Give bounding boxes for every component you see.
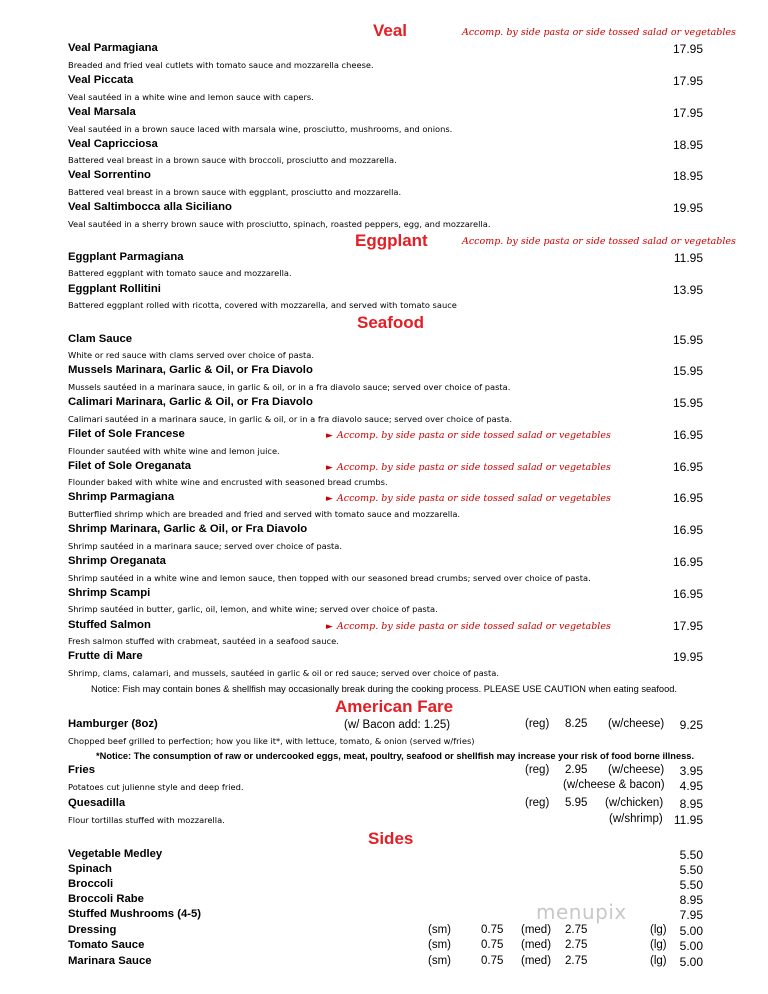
menu-item-description: Shrimp sautéed in butter, garlic, oil, lemon, and white wine; served over choice of pasta. [68, 604, 438, 614]
menu-item-price: 11.95 [673, 251, 703, 265]
size-label-sm: (sm) [428, 955, 451, 967]
accompaniment-note: ► Accomp. by side pasta or side tossed salad or vegetables [326, 462, 611, 473]
seafood-notice: Notice: Fish may contain bones & shellfish may occasionally break during the cooking process. PLEASE USE CAUTION when eating seafood. [91, 684, 677, 694]
watermark-logo: menupix [536, 900, 627, 924]
option-label-shrimp: (w/shrimp) [609, 813, 663, 825]
price-chicken: 8.95 [679, 797, 703, 811]
menu-item-description: Shrimp sautéed in a white wine and lemon sauce, then topped with our seasoned bread crumbs; served over choice of pasta. [68, 573, 591, 583]
veal-accompaniment-note: Accomp. by side pasta or side tossed salad or vegetables [462, 27, 736, 38]
menu-item-name: Frutte di Mare [68, 650, 143, 662]
menu-item-name: Veal Parmagiana [68, 42, 158, 54]
menu-item-name: Clam Sauce [68, 333, 133, 345]
accompaniment-note: ► Accomp. by side pasta or side tossed salad or vegetables [326, 621, 611, 632]
menu-item-price: 16.95 [672, 523, 703, 537]
menu-item-name: Hamburger (8oz) [68, 718, 158, 730]
menu-item-name: Vegetable Medley [68, 848, 163, 860]
price-reg: 2.95 [565, 764, 588, 776]
menu-item-price: 16.95 [672, 428, 703, 442]
menu-item-description: Shrimp, clams, calamari, and mussels, sautéed in garlic & oil or red sauce; served over choice of pasta. [68, 668, 499, 678]
section-title-sides: Sides [368, 829, 414, 848]
menu-item-name: Stuffed Mushrooms (4-5) [68, 908, 202, 920]
menu-item-description: Battered eggplant rolled with ricotta, covered with mozzarella, and served with tomato sauce [68, 300, 457, 310]
price-cheese-bacon: 4.95 [679, 779, 703, 793]
price-reg: 5.95 [565, 797, 588, 809]
price-cheese: 3.95 [679, 764, 703, 778]
menu-item-description: Battered veal breast in a brown sauce with eggplant, prosciutto and mozzarella. [68, 187, 402, 197]
menu-item-price: 13.95 [672, 283, 703, 297]
menu-item-name: Veal Marsala [68, 106, 136, 118]
menu-item-name: Veal Sorrentino [68, 169, 151, 181]
menu-item-price: 15.95 [672, 396, 703, 410]
menu-item-name: Veal Capricciosa [68, 138, 158, 150]
menu-item-price: 16.95 [672, 555, 703, 569]
price-med: 2.75 [565, 955, 588, 967]
menu-item-name: Calimari Marinara, Garlic & Oil, or Fra Diavolo [68, 396, 313, 408]
price-sm: 0.75 [481, 924, 504, 936]
menu-item-description: Veal sautéed in a sherry brown sauce with prosciutto, spinach, roasted peppers, egg, and mozzarella. [68, 219, 491, 229]
menu-item-name: Broccoli [68, 878, 114, 890]
menu-item-price: 17.95 [672, 42, 703, 56]
menu-item-description: Veal sautéed in a white wine and lemon sauce with capers. [68, 92, 314, 102]
section-title-eggplant: Eggplant [355, 231, 428, 250]
option-label-cheese: (w/cheese) [608, 764, 665, 776]
menu-item-price: 5.50 [679, 863, 703, 877]
menu-item-description: Flounder sautéed with white wine and lemon juice. [68, 446, 280, 456]
menu-item-name: Veal Piccata [68, 74, 134, 86]
price-shrimp: 11.95 [673, 813, 703, 827]
menu-item-price: 5.50 [679, 848, 703, 862]
menu-item-description: Battered eggplant with tomato sauce and mozzarella. [68, 268, 292, 278]
menu-item-description: Shrimp sautéed in a marinara sauce; served over choice of pasta. [68, 541, 342, 551]
menu-item-description: Butterflied shrimp which are breaded and fried and served with tomato sauce and mozzarella. [68, 509, 461, 519]
menu-item-name: Filet of Sole Oreganata [68, 460, 192, 472]
menu-item-name: Tomato Sauce [68, 939, 145, 951]
menu-item-name: Fries [68, 764, 96, 776]
price-lg: 5.00 [679, 955, 703, 969]
menu-item-description: Flour tortillas stuffed with mozzarella. [68, 815, 225, 825]
menu-item-description: Breaded and fried veal cutlets with tomato sauce and mozzarella cheese. [68, 60, 374, 70]
menu-item-name: Stuffed Salmon [68, 619, 151, 631]
section-title-american-fare: American Fare [335, 697, 454, 716]
option-label-cheese: (w/cheese) [608, 718, 665, 730]
size-label-lg: (lg) [650, 939, 667, 951]
menu-item-description: Battered veal breast in a brown sauce with broccoli, prosciutto and mozzarella. [68, 155, 397, 165]
price-sm: 0.75 [481, 939, 504, 951]
menu-item-price: 18.95 [672, 169, 703, 183]
menu-item-price: 17.95 [672, 619, 703, 633]
menu-item-price: 5.50 [679, 878, 703, 892]
menu-item-name: Mussels Marinara, Garlic & Oil, or Fra Diavolo [68, 364, 313, 376]
menu-item-price: 16.95 [672, 491, 703, 505]
arrow-right-icon: ► [326, 622, 333, 632]
size-label-sm: (sm) [428, 939, 451, 951]
arrow-right-icon: ► [326, 463, 333, 473]
price-med: 2.75 [565, 939, 588, 951]
menu-item-name: Eggplant Rollitini [68, 283, 161, 295]
menu-item-price: 15.95 [672, 333, 703, 347]
menu-item-name: Spinach [68, 863, 112, 875]
menu-item-name: Broccoli Rabe [68, 893, 144, 905]
menu-item-description: Flounder baked with white wine and encrusted with seasoned bread crumbs. [68, 477, 388, 487]
accompaniment-note: ► Accomp. by side pasta or side tossed salad or vegetables [326, 493, 611, 504]
price-reg: 8.25 [565, 718, 588, 730]
menu-item-price: 8.95 [679, 893, 703, 907]
menu-item-price: 16.95 [672, 587, 703, 601]
menu-item-price: 17.95 [672, 106, 703, 120]
size-label-lg: (lg) [650, 924, 667, 936]
menu-item-name: Eggplant Parmagiana [68, 251, 184, 263]
menu-item-description: Veal sautéed in a brown sauce laced with marsala wine, prosciutto, mushrooms, and onions. [68, 124, 453, 134]
accompaniment-note: ► Accomp. by side pasta or side tossed salad or vegetables [326, 430, 611, 441]
option-label-cheese-bacon: (w/cheese & bacon) [563, 779, 665, 791]
menu-item-price: 19.95 [672, 650, 703, 664]
menu-item-price: 18.95 [672, 138, 703, 152]
size-label-med: (med) [521, 939, 552, 951]
section-title-veal: Veal [373, 21, 408, 40]
menu-item-description: Mussels sautéed in a marinara sauce, in garlic & oil, or in a fra diavolo sauce; served over choice of pasta. [68, 382, 511, 392]
menu-item-price: 7.95 [679, 908, 703, 922]
section-title-seafood: Seafood [357, 313, 425, 332]
option-label-chicken: (w/chicken) [605, 797, 664, 809]
price-lg: 5.00 [679, 939, 703, 953]
menu-item-name: Shrimp Marinara, Garlic & Oil, or Fra Diavolo [68, 523, 308, 535]
menu-item-price: 15.95 [672, 364, 703, 378]
size-label-med: (med) [521, 924, 552, 936]
size-label-reg: (reg) [525, 764, 550, 776]
bacon-addon: (w/ Bacon add: 1.25) [344, 719, 451, 731]
menu-item-name: Veal Saltimbocca alla Siciliano [68, 201, 232, 213]
menu-item-name: Shrimp Oreganata [68, 555, 166, 567]
menu-item-description: Chopped beef grilled to perfection; how you like it*, with lettuce, tomato, & onion (served w/fries) [68, 736, 475, 746]
size-label-reg: (reg) [525, 718, 550, 730]
menu-item-name: Dressing [68, 924, 117, 936]
size-label-sm: (sm) [428, 924, 451, 936]
menu-item-description: Potatoes cut julienne style and deep fried. [68, 782, 244, 792]
menu-item-name: Shrimp Parmagiana [68, 491, 175, 503]
menu-item-name: Marinara Sauce [68, 955, 152, 967]
price-sm: 0.75 [481, 955, 504, 967]
price-lg: 5.00 [679, 924, 703, 938]
eggplant-accompaniment-note: Accomp. by side pasta or side tossed salad or vegetables [462, 236, 736, 247]
arrow-right-icon: ► [326, 494, 333, 504]
menu-item-description: Fresh salmon stuffed with crabmeat, sautéed in a seafood sauce. [68, 636, 339, 646]
size-label-med: (med) [521, 955, 552, 967]
menu-item-price: 19.95 [672, 201, 703, 215]
menu-item-name: Filet of Sole Francese [68, 428, 185, 440]
menu-item-description: Calimari sautéed in a marinara sauce, in garlic & oil, or in a fra diavolo sauce; served over choice of pasta. [68, 414, 512, 424]
menu-item-name: Shrimp Scampi [68, 587, 151, 599]
raw-food-notice: *Notice: The consumption of raw or undercooked eggs, meat, poultry, seafood or shellfish may increase your risk of food borne illness. [96, 751, 695, 761]
menu-item-price: 17.95 [672, 74, 703, 88]
arrow-right-icon: ► [326, 431, 333, 441]
menu-item-name: Quesadilla [68, 797, 126, 809]
price-med: 2.75 [565, 924, 588, 936]
size-label-reg: (reg) [525, 797, 550, 809]
menu-item-price: 16.95 [672, 460, 703, 474]
price-cheese: 9.25 [679, 718, 703, 732]
menu-item-description: White or red sauce with clams served over choice of pasta. [68, 350, 315, 360]
size-label-lg: (lg) [650, 955, 667, 967]
